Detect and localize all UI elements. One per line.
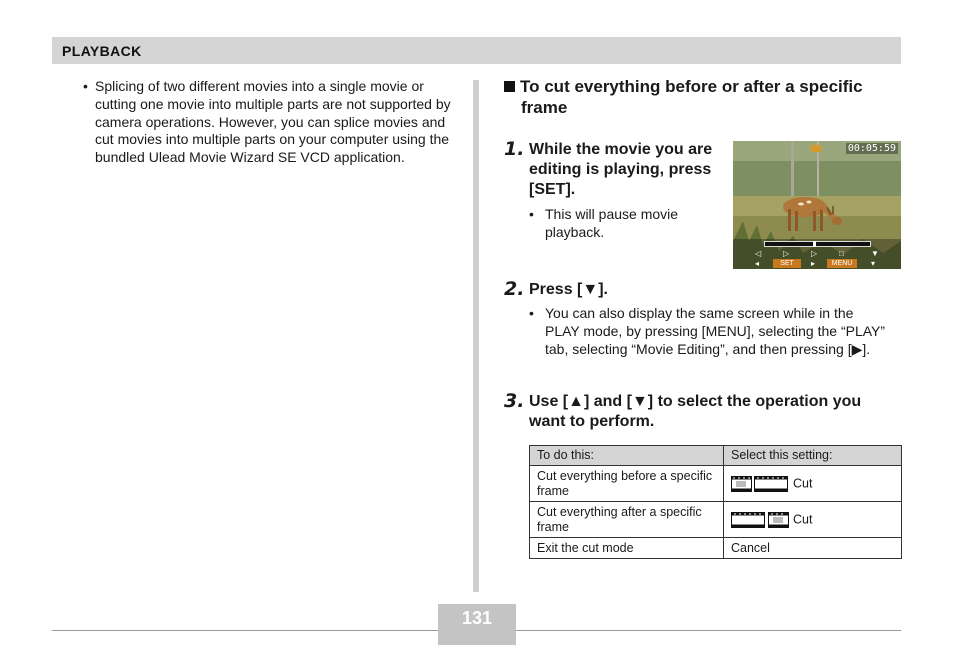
square-bullet-icon xyxy=(504,81,515,92)
step-back-icon: ◁ xyxy=(755,249,762,258)
table-row xyxy=(530,538,902,559)
left-column xyxy=(83,78,455,167)
step-1-number: 1. xyxy=(504,138,525,160)
setting-label: Cut xyxy=(793,475,813,490)
film-cut-before-icon xyxy=(731,476,789,492)
table-cell-action: Cut everything after a specific frame xyxy=(530,502,724,538)
step-3-text: Use [▲] and [▼] to select the operation you want to perform. xyxy=(529,393,862,430)
timecode-readout: 00:05:59 xyxy=(847,143,896,154)
down-arrow-icon: ▼ xyxy=(871,249,879,258)
bullet-dot: • xyxy=(529,305,534,321)
movie-mode-icon xyxy=(811,145,821,152)
table-header-cell: To do this: xyxy=(530,446,724,466)
table-cell-action: Cut everything before a specific frame xyxy=(530,466,724,502)
page-number-box xyxy=(438,604,516,645)
table-row xyxy=(530,466,902,502)
table-cell-setting: Cancel xyxy=(724,538,902,559)
play-icon: ▷ xyxy=(783,249,790,258)
note-text: Splicing of two different movies into a single movie or cutting one movie into multiple parts are not supported by camera operations. However, you can splice movies and cut movies into multiple parts on your computer using the bundled Ulead Movie Wizard SE VCD application. xyxy=(95,78,451,166)
procedure-heading xyxy=(504,76,894,118)
step-1-note-text: This will pause movie playback. xyxy=(545,206,679,240)
column-divider xyxy=(473,80,479,592)
film-cut-after-icon xyxy=(731,512,789,528)
section-title: PLAYBACK xyxy=(62,43,142,59)
table-header-row xyxy=(530,446,902,466)
table-header-cell: Select this setting: xyxy=(724,446,902,466)
bullet-dot: • xyxy=(529,206,534,222)
right-key-icon: ▸ xyxy=(811,259,816,268)
step-3-number: 3. xyxy=(504,390,525,412)
setting-label: Cut xyxy=(793,511,813,526)
camera-screen-image xyxy=(733,141,901,269)
bullet-dot: • xyxy=(83,78,88,94)
settings-table xyxy=(529,445,902,559)
step-2-note xyxy=(529,304,887,358)
set-button-indicator: SET xyxy=(773,259,801,268)
table-cell-setting xyxy=(724,466,902,502)
page-number: 131 xyxy=(461,608,493,628)
playback-progress-bar xyxy=(764,241,871,247)
note-bullet xyxy=(83,78,455,167)
step-forward-icon: ▷ xyxy=(811,249,818,258)
step-1-note xyxy=(529,205,709,241)
table-cell-setting xyxy=(724,502,902,538)
left-key-icon: ◂ xyxy=(755,259,760,268)
down-key-icon: ▾ xyxy=(871,259,876,268)
table-row xyxy=(530,502,902,538)
progress-marker xyxy=(813,241,816,247)
table-cell-action: Exit the cut mode xyxy=(530,538,724,559)
step-2-note-text: You can also display the same screen while in the PLAY mode, by pressing [MENU], selecting the “PLAY” tab, selecting “Movie Editing”, and then pressing [▶]. xyxy=(545,305,886,357)
menu-button-indicator: MENU xyxy=(827,259,857,268)
stop-icon: □ xyxy=(839,249,844,258)
heading-line-1: To cut everything before or after a specific xyxy=(520,77,863,96)
step-1-text: While the movie you are editing is playing, press [SET]. xyxy=(529,141,713,198)
step-2-text: Press [▼]. xyxy=(529,281,608,298)
section-header-bar xyxy=(52,37,901,64)
step-2-number: 2. xyxy=(504,278,525,300)
heading-line-2: frame xyxy=(521,98,568,117)
